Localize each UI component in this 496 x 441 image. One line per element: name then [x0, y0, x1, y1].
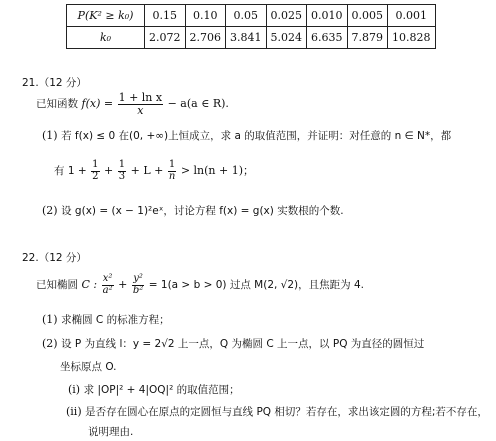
table-cell: 0.025	[266, 5, 307, 27]
question-22-sub-ii-continuation: 说明理由.	[88, 426, 134, 438]
inequality-end: > ln(n + 1)；	[180, 164, 255, 177]
table-row	[67, 27, 436, 49]
fraction-denominator: 2	[92, 170, 99, 182]
plus-sign: +	[104, 164, 114, 177]
question-22-sub-ii	[66, 404, 488, 419]
sub-text: 求 |OP|² + 4|OQ|² 的取值范围；	[83, 384, 240, 396]
table-cell: 0.010	[307, 5, 348, 27]
table-cell: 0.15	[145, 5, 186, 27]
question-22-intro	[36, 274, 364, 296]
fraction-denominator: a²	[102, 284, 113, 296]
question-22-part-2	[42, 336, 424, 351]
table-cell: 2.072	[145, 27, 186, 49]
part-text: 若 f(x) ≤ 0 在(0, +∞)上恒成立，求 a 的取值范围，并证明：对任意的 n ∈ N*，都	[61, 130, 452, 142]
fraction-one-third	[118, 160, 126, 182]
part-label: (2)	[42, 204, 58, 217]
fraction-denominator: 3	[118, 170, 126, 182]
part-text: 设 P 为直线 l：y = 2√2 上一点，Q 为椭圆 C 上一点，以 PQ 为直径的圆恒过	[61, 338, 425, 350]
fraction-numerator: y²	[133, 273, 143, 284]
question-22-part-1	[42, 312, 170, 327]
fraction-numerator: 1 + ln x	[118, 91, 163, 104]
table-header-cell: P(K² ≥ k₀)	[67, 5, 145, 27]
question-21-part-2	[42, 203, 344, 218]
table-cell: 0.005	[347, 5, 388, 27]
fraction-denominator: n	[168, 170, 176, 182]
question-21-number: 21.（12 分）	[22, 77, 87, 89]
fraction-one-half	[91, 160, 99, 182]
ellipse-condition: = 1(a > b > 0) 过点 M(2, √2)，且焦距为 4.	[148, 279, 364, 291]
part-text: 设 g(x) = (x − 1)²eˣ，讨论方程 f(x) = g(x) 实数根的个数.	[61, 205, 344, 217]
inequality-start: 有 1 +	[54, 165, 87, 177]
sub-text: 是否存在圆心在原点的定圆恒与直线 PQ 相切？若存在，求出该定圆的方程;若不存在，	[85, 406, 488, 418]
question-21-part-1-inequality	[54, 160, 254, 182]
question-22-sub-i	[68, 382, 240, 397]
table-cell: 0.001	[388, 5, 436, 27]
table-cell: 10.828	[388, 27, 436, 49]
fraction-numerator: 1	[168, 159, 176, 170]
function-lhs: f(x) =	[81, 97, 114, 111]
question-21-intro	[36, 92, 229, 116]
plus-sign: +	[118, 278, 128, 291]
fraction-denominator: b²	[132, 284, 144, 296]
table-cell: 0.05	[226, 5, 267, 27]
table-cell: 0.10	[185, 5, 226, 27]
table-header-cell: k₀	[67, 27, 145, 49]
table-row	[67, 5, 436, 27]
fraction-one-over-n	[168, 160, 176, 182]
fraction-denominator: x	[137, 103, 144, 117]
ellipse-name: C :	[81, 278, 98, 291]
inequality-middle: + L +	[130, 164, 164, 177]
sub-label: (ii)	[66, 405, 82, 418]
function-fraction	[118, 92, 164, 116]
critical-value-table	[66, 4, 436, 49]
fraction-numerator: x²	[102, 273, 113, 284]
part-text: 求椭圆 C 的标准方程；	[61, 314, 170, 326]
intro-text: 已知椭圆	[36, 279, 78, 291]
intro-text: 已知函数	[36, 98, 78, 111]
table-cell: 2.706	[185, 27, 226, 49]
table-cell: 5.024	[266, 27, 307, 49]
fraction-numerator: 1	[92, 159, 99, 170]
fraction-x-squared	[102, 274, 114, 296]
function-rhs: − a(a ∈ R).	[167, 97, 229, 111]
table-cell: 6.635	[307, 27, 348, 49]
question-21-part-1	[42, 128, 451, 143]
question-22-part-2-continuation: 坐标原点 O.	[60, 361, 117, 373]
part-label: (2)	[42, 337, 58, 350]
sub-label: (i)	[68, 383, 81, 396]
question-22-number: 22.（12 分）	[22, 252, 87, 264]
part-label: (1)	[42, 313, 58, 326]
table-cell: 3.841	[226, 27, 267, 49]
fraction-y-squared	[132, 274, 144, 296]
fraction-numerator: 1	[118, 159, 126, 170]
table-cell: 7.879	[347, 27, 388, 49]
part-label: (1)	[42, 129, 58, 142]
